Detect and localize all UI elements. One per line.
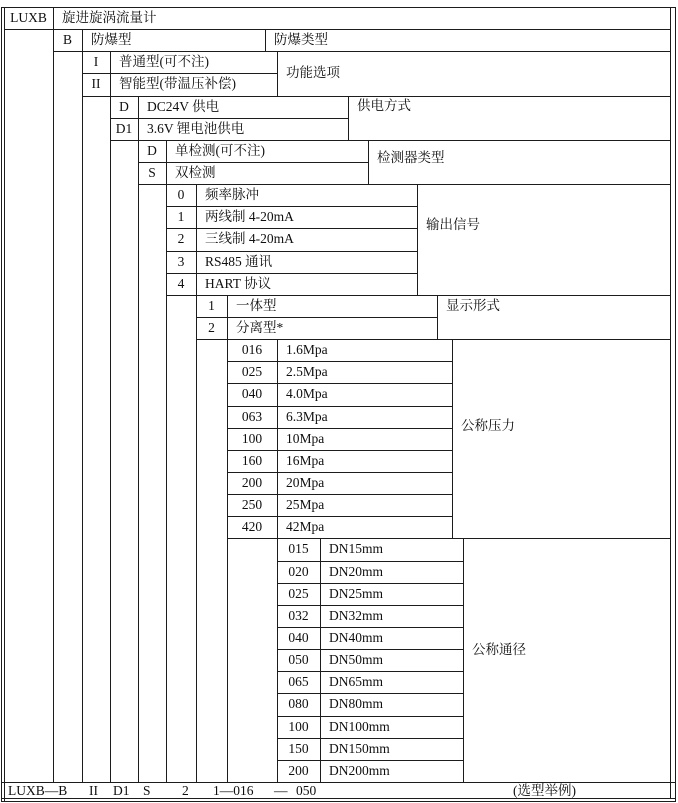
- example-code-part: 1—016: [213, 783, 254, 798]
- code-cell: D: [119, 98, 129, 114]
- grid-line: [277, 339, 278, 538]
- code-cell: 2: [177, 231, 185, 247]
- description-cell: 4.0Mpa: [286, 386, 328, 402]
- description-cell: 两线制 4-20mA: [205, 209, 294, 225]
- grid-line: [110, 96, 111, 782]
- example-code-part: 050: [296, 783, 317, 798]
- description-cell: 防爆型: [91, 32, 132, 48]
- category-label: 输出信号: [426, 217, 480, 232]
- description-cell: DN150mm: [329, 740, 390, 756]
- grid-line: [82, 51, 83, 782]
- code-cell: 160: [241, 452, 263, 468]
- code-cell: 065: [288, 674, 309, 690]
- code-cell: 1: [208, 297, 215, 313]
- grid-line: [82, 29, 83, 51]
- category-label: 显示形式: [446, 298, 500, 313]
- grid-line: [196, 295, 197, 782]
- description-cell: DN32mm: [329, 607, 383, 623]
- example-code-part: II: [89, 783, 98, 798]
- description-cell: DN20mm: [329, 563, 383, 579]
- code-cell: 020: [288, 563, 309, 579]
- category-label: 防爆类型: [274, 32, 328, 47]
- grid-line: [53, 7, 54, 29]
- code-cell: 050: [288, 652, 309, 668]
- code-cell: 0: [177, 187, 185, 203]
- code-cell: 250: [241, 497, 263, 513]
- code-cell: I: [93, 54, 99, 70]
- example-code-part: LUXB—B: [8, 783, 68, 798]
- code-cell: 420: [241, 519, 263, 535]
- description-cell: 6.3Mpa: [286, 408, 328, 424]
- code-cell: D: [147, 142, 157, 158]
- grid-line: [166, 251, 417, 252]
- description-cell: DN15mm: [329, 541, 383, 557]
- category-label: 检测器类型: [377, 150, 445, 165]
- grid-line: [463, 538, 464, 782]
- code-cell: 150: [288, 740, 309, 756]
- description-cell: DN200mm: [329, 762, 390, 778]
- code-cell: 100: [241, 430, 263, 446]
- code-cell: 200: [288, 762, 309, 778]
- grid-line: [4, 7, 5, 802]
- grid-line: [166, 273, 417, 274]
- grid-line: [277, 51, 278, 95]
- description-cell: 10Mpa: [286, 430, 325, 446]
- code-cell: 4: [177, 275, 185, 291]
- description-cell: 分离型*: [236, 320, 284, 335]
- category-label: 公称压力: [461, 418, 515, 433]
- grid-line: [196, 317, 437, 318]
- description-cell: DN50mm: [329, 652, 383, 668]
- description-cell: 1.6Mpa: [286, 342, 328, 358]
- code-cell: 200: [241, 475, 263, 490]
- example-code-part: —: [274, 783, 288, 798]
- grid-line: [138, 140, 139, 782]
- description-cell: 一体型: [236, 297, 277, 313]
- grid-line: [138, 162, 368, 163]
- description-cell: DN40mm: [329, 630, 383, 645]
- grid-line: [196, 184, 197, 295]
- code-cell: 032: [288, 607, 309, 623]
- code-cell: II: [91, 76, 101, 92]
- grid-line: [675, 7, 676, 802]
- description-cell: 单检测(可不注): [175, 142, 265, 158]
- description-cell: 普通型(可不注): [119, 54, 209, 70]
- grid-line: [348, 96, 349, 140]
- code-cell: 016: [241, 342, 263, 358]
- code-cell: S: [148, 165, 156, 180]
- code-cell: 080: [288, 696, 309, 712]
- code-cell: 063: [241, 408, 263, 424]
- description-cell: DN100mm: [329, 718, 390, 734]
- grid-line: [417, 184, 418, 295]
- code-cell: 040: [288, 630, 309, 645]
- grid-line: [670, 7, 671, 799]
- code-cell: 2: [208, 320, 215, 335]
- example-code-part: D1: [113, 783, 130, 798]
- model-code-cell: LUXB: [10, 10, 47, 25]
- grid-line: [437, 295, 438, 339]
- description-cell: 25Mpa: [286, 497, 325, 513]
- code-cell: 040: [241, 386, 263, 402]
- category-label: 公称通径: [472, 642, 526, 657]
- grid-line: [265, 29, 266, 51]
- example-code-part: S: [143, 783, 151, 798]
- grid-line: [53, 29, 54, 782]
- description-cell: 42Mpa: [286, 519, 325, 535]
- description-cell: DN65mm: [329, 674, 383, 690]
- description-cell: 双检测: [175, 165, 216, 180]
- grid-line: [1, 7, 2, 802]
- description-cell: 16Mpa: [286, 452, 325, 468]
- description-cell: DN25mm: [329, 585, 383, 601]
- code-cell: 1: [177, 209, 185, 225]
- code-cell: 025: [288, 585, 309, 601]
- category-label: 供电方式: [357, 98, 411, 113]
- example-code-part: 2: [182, 783, 189, 798]
- description-cell: DC24V 供电: [147, 98, 220, 114]
- product-name-cell: 旋进旋涡流量计: [62, 10, 157, 25]
- grid-line: [452, 339, 453, 538]
- description-cell: 三线制 4-20mA: [205, 231, 294, 247]
- code-cell: 025: [241, 364, 263, 380]
- code-cell: 100: [288, 718, 309, 734]
- grid-line: [320, 538, 321, 782]
- description-cell: 频率脉冲: [205, 187, 259, 203]
- example-caption: (选型举例): [513, 783, 576, 798]
- description-cell: HART 协议: [205, 275, 272, 291]
- description-cell: 3.6V 锂电池供电: [147, 120, 245, 136]
- code-cell: D1: [115, 120, 133, 136]
- description-cell: 20Mpa: [286, 475, 325, 490]
- description-cell: DN80mm: [329, 696, 383, 712]
- grid-line: [368, 140, 369, 184]
- description-cell: 智能型(带温压补偿): [119, 76, 236, 92]
- description-cell: 2.5Mpa: [286, 364, 328, 380]
- code-cell: 3: [177, 253, 185, 269]
- category-label: 功能选项: [286, 65, 340, 80]
- code-cell: 015: [288, 541, 309, 557]
- code-cell: B: [62, 32, 72, 48]
- grid-line: [1, 801, 676, 802]
- description-cell: RS485 通讯: [205, 253, 273, 269]
